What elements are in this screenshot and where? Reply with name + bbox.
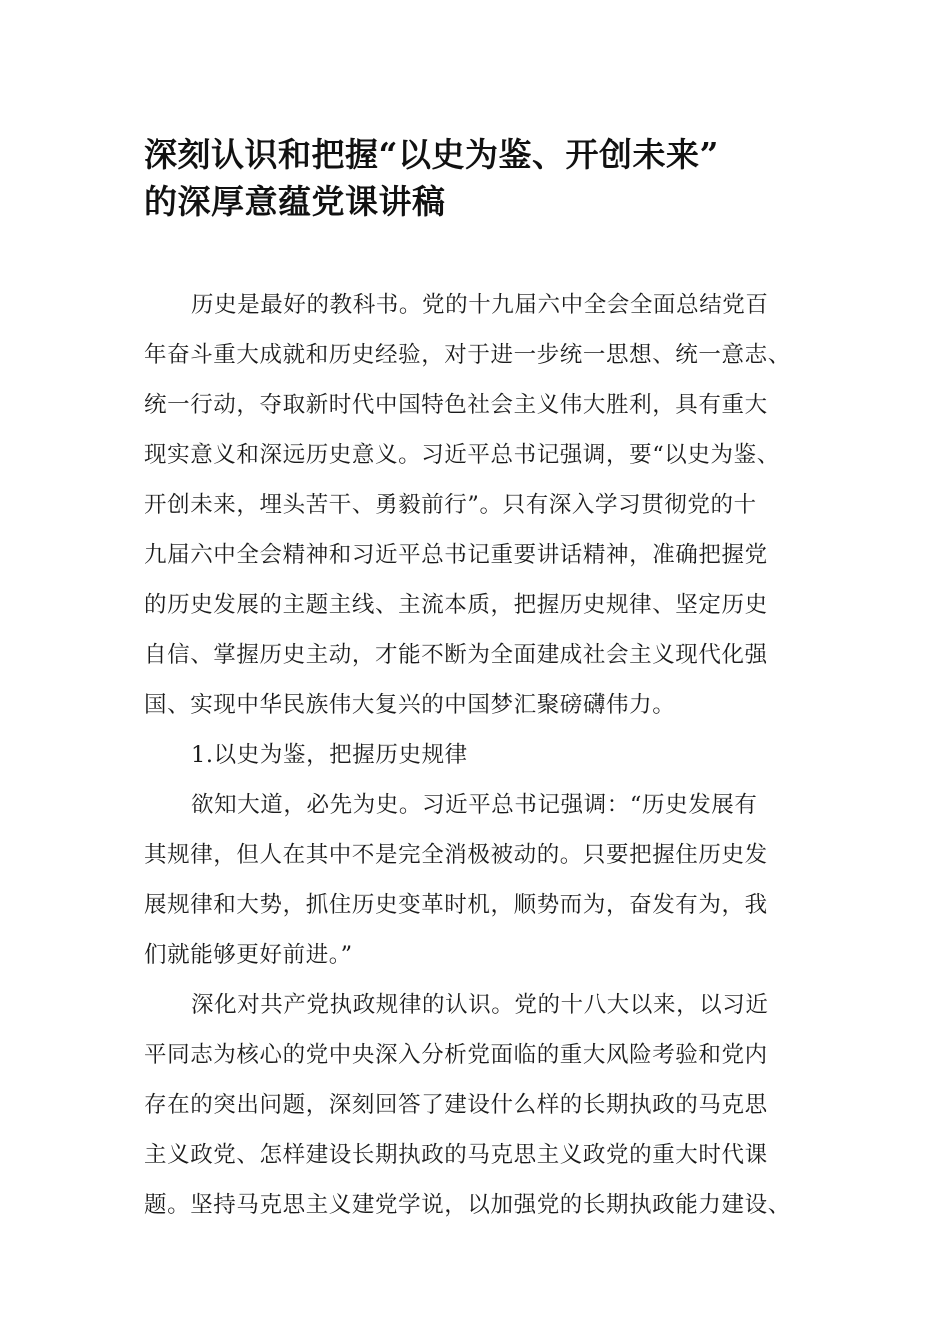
paragraph-line: 国、实现中华民族伟大复兴的中国梦汇聚磅礴伟力。 <box>144 692 676 718</box>
title-line: 深刻认识和把握“以史为鉴、开创未来” <box>144 135 719 174</box>
paragraph-line: 的历史发展的主题主线、主流本质，把握历史规律、坚定历史 <box>144 592 768 618</box>
paragraph-line: 统一行动，夺取新时代中国特色社会主义伟大胜利，具有重大 <box>144 392 768 418</box>
title-line: 的深厚意蕴党课讲稿 <box>144 182 446 221</box>
document-body <box>144 280 834 1230</box>
paragraph-start-line: 欲知大道，必先为史。习近平总书记强调：“历史发展有 <box>191 792 758 818</box>
paragraph-line: 其规律，但人在其中不是完全消极被动的。只要把握住历史发 <box>144 842 768 868</box>
paragraph-line: 题。坚持马克思主义建党学说，以加强党的长期执政能力建设、 <box>144 1192 791 1218</box>
paragraph-line: 自信、掌握历史主动，才能不断为全面建成社会主义现代化强 <box>144 642 768 668</box>
paragraph-line: 展规律和大势，抓住历史变革时机，顺势而为，奋发有为，我 <box>144 892 768 918</box>
paragraph-start-line: 历史是最好的教科书。党的十九届六中全会全面总结党百 <box>191 292 769 318</box>
paragraph-line: 开创未来，埋头苦干、勇毅前行”。只有深入学习贯彻党的十 <box>144 492 757 518</box>
page-title <box>144 131 844 225</box>
paragraph-line: 们就能够更好前进。” <box>144 942 353 968</box>
paragraph-line: 存在的突出问题，深刻回答了建设什么样的长期执政的马克思 <box>144 1092 768 1118</box>
paragraph-line: 年奋斗重大成就和历史经验，对于进一步统一思想、统一意志、 <box>144 342 791 368</box>
paragraph-line: 主义政党、怎样建设长期执政的马克思主义政党的重大时代课 <box>144 1142 768 1168</box>
paragraph-line: 九届六中全会精神和习近平总书记重要讲话精神，准确把握党 <box>144 542 768 568</box>
paragraph-start-line: 深化对共产党执政规律的认识。党的十八大以来，以习近 <box>191 992 769 1018</box>
paragraph-line: 平同志为核心的党中央深入分析党面临的重大风险考验和党内 <box>144 1042 768 1068</box>
paragraph-line: 现实意义和深远历史意义。习近平总书记强调，要“以史为鉴、 <box>144 442 780 468</box>
paragraph-start-line: 1.以史为鉴，把握历史规律 <box>191 742 468 768</box>
